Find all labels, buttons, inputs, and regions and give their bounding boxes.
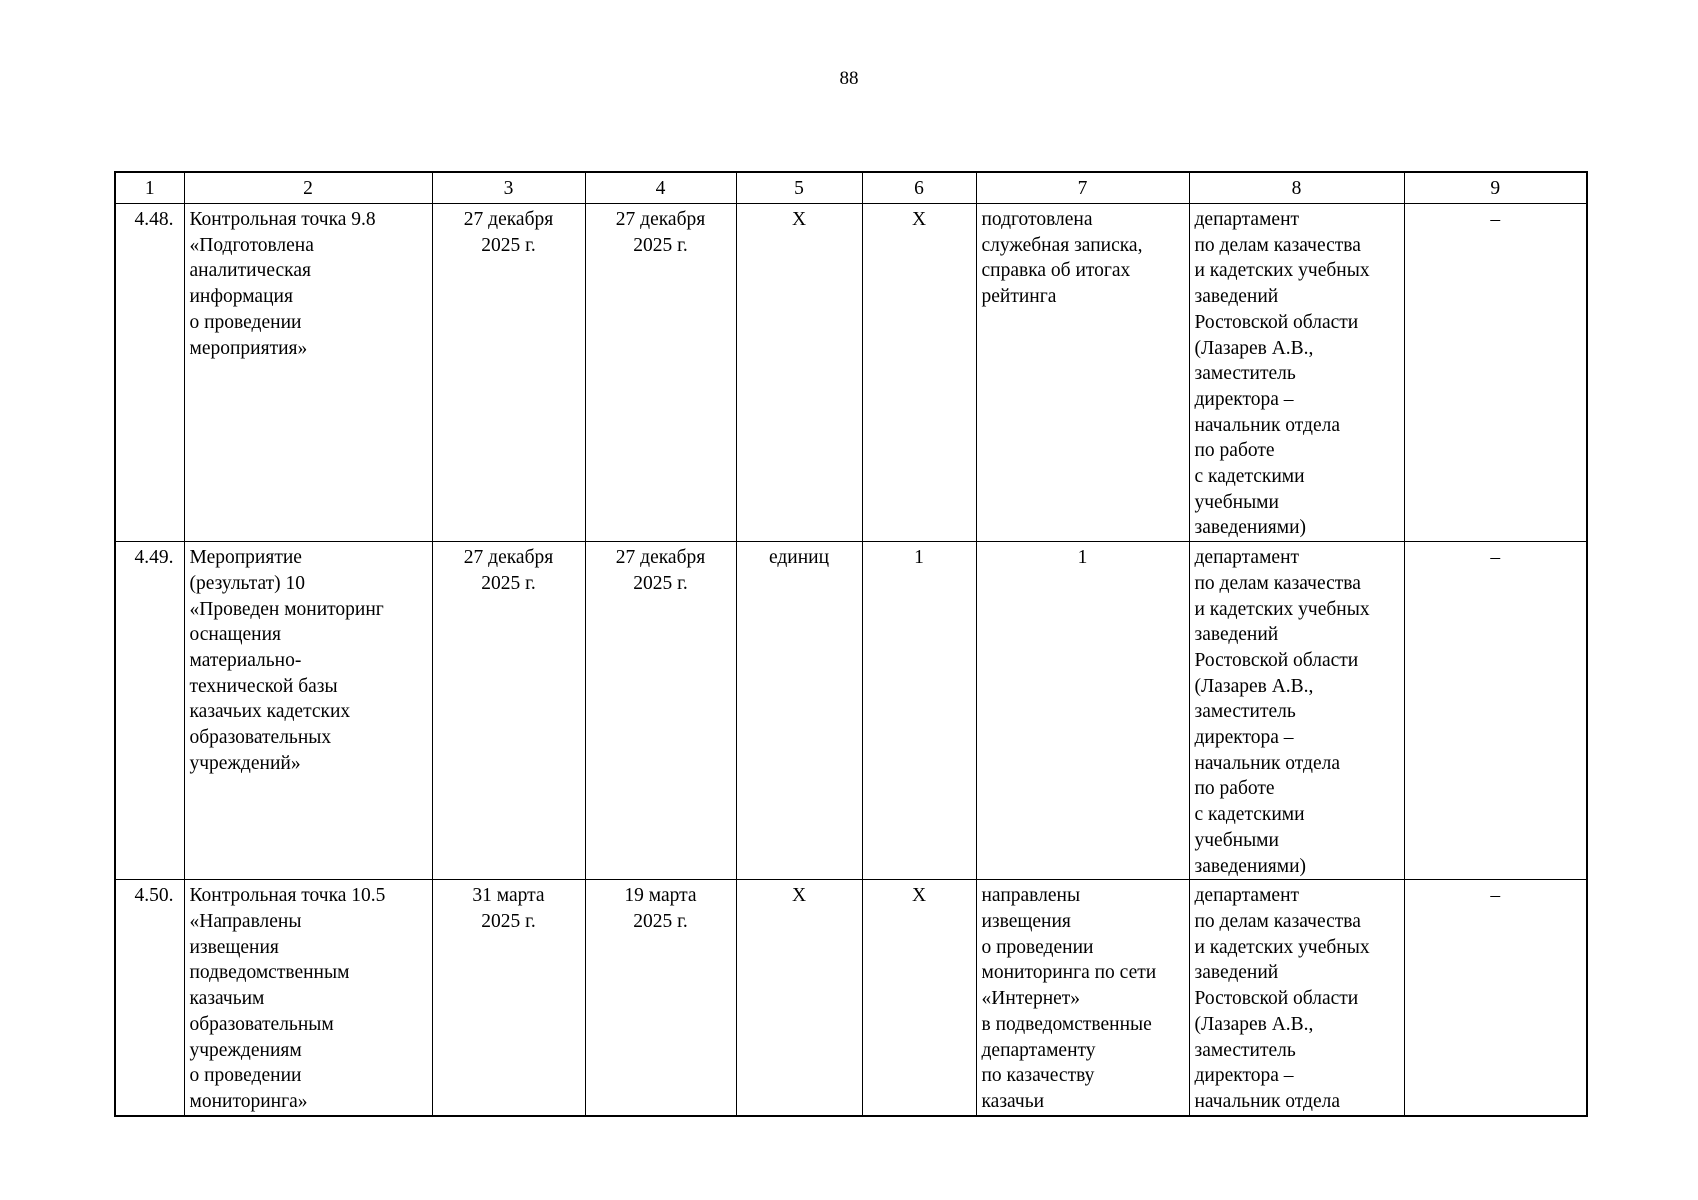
column-header: 7 xyxy=(976,172,1189,204)
row-unit: Х xyxy=(736,880,862,1116)
row-number: 4.48. xyxy=(115,204,184,542)
row-responsible: департамент по делам казачества и кадетских учебных заведений Ростовской области (Лазарев А.В., заместитель директора – начальник отдела по работе с кадетскими учебными заведениями) xyxy=(1189,542,1404,880)
column-header: 1 xyxy=(115,172,184,204)
row-result: подготовлена служебная записка, справка об итогах рейтинга xyxy=(976,204,1189,542)
column-header: 9 xyxy=(1404,172,1587,204)
row-responsible: департамент по делам казачества и кадетских учебных заведений Ростовской области (Лазарев А.В., заместитель директора – начальник отдела по работе с кадетскими учебными заведениями) xyxy=(1189,204,1404,542)
row-unit: единиц xyxy=(736,542,862,880)
data-table xyxy=(114,171,1588,1117)
row-note: – xyxy=(1404,880,1587,1116)
row-name: Мероприятие (результат) 10 «Проведен мониторинг оснащения материально- технической базы казачьих кадетских образовательных учреждений» xyxy=(184,542,432,880)
row-date-plan: 27 декабря 2025 г. xyxy=(432,542,585,880)
row-note: – xyxy=(1404,204,1587,542)
row-name: Контрольная точка 9.8 «Подготовлена аналитическая информация о проведении мероприятия» xyxy=(184,204,432,542)
row-date-fact: 19 марта 2025 г. xyxy=(585,880,736,1116)
table-row xyxy=(115,542,1587,880)
column-header: 2 xyxy=(184,172,432,204)
row-date-fact: 27 декабря 2025 г. xyxy=(585,204,736,542)
row-result: направлены извещения о проведении мониторинга по сети «Интернет» в подведомственные департаменту по казачеству казачьи xyxy=(976,880,1189,1116)
row-number: 4.50. xyxy=(115,880,184,1116)
row-date-plan: 27 декабря 2025 г. xyxy=(432,204,585,542)
row-name: Контрольная точка 10.5 «Направлены извещения подведомственным казачьим образовательным учреждениям о проведении мониторинга» xyxy=(184,880,432,1116)
table-header-row xyxy=(115,172,1587,204)
table-row xyxy=(115,204,1587,542)
row-value: Х xyxy=(862,880,976,1116)
row-value: 1 xyxy=(862,542,976,880)
row-responsible: департамент по делам казачества и кадетских учебных заведений Ростовской области (Лазарев А.В., заместитель директора – начальник отдела xyxy=(1189,880,1404,1116)
row-result: 1 xyxy=(976,542,1189,880)
row-date-fact: 27 декабря 2025 г. xyxy=(585,542,736,880)
page-number: 88 xyxy=(839,68,859,89)
column-header: 6 xyxy=(862,172,976,204)
row-date-plan: 31 марта 2025 г. xyxy=(432,880,585,1116)
row-number: 4.49. xyxy=(115,542,184,880)
row-note: – xyxy=(1404,542,1587,880)
row-unit: Х xyxy=(736,204,862,542)
table-row xyxy=(115,880,1587,1116)
column-header: 4 xyxy=(585,172,736,204)
row-value: Х xyxy=(862,204,976,542)
column-header: 8 xyxy=(1189,172,1404,204)
column-header: 5 xyxy=(736,172,862,204)
column-header: 3 xyxy=(432,172,585,204)
